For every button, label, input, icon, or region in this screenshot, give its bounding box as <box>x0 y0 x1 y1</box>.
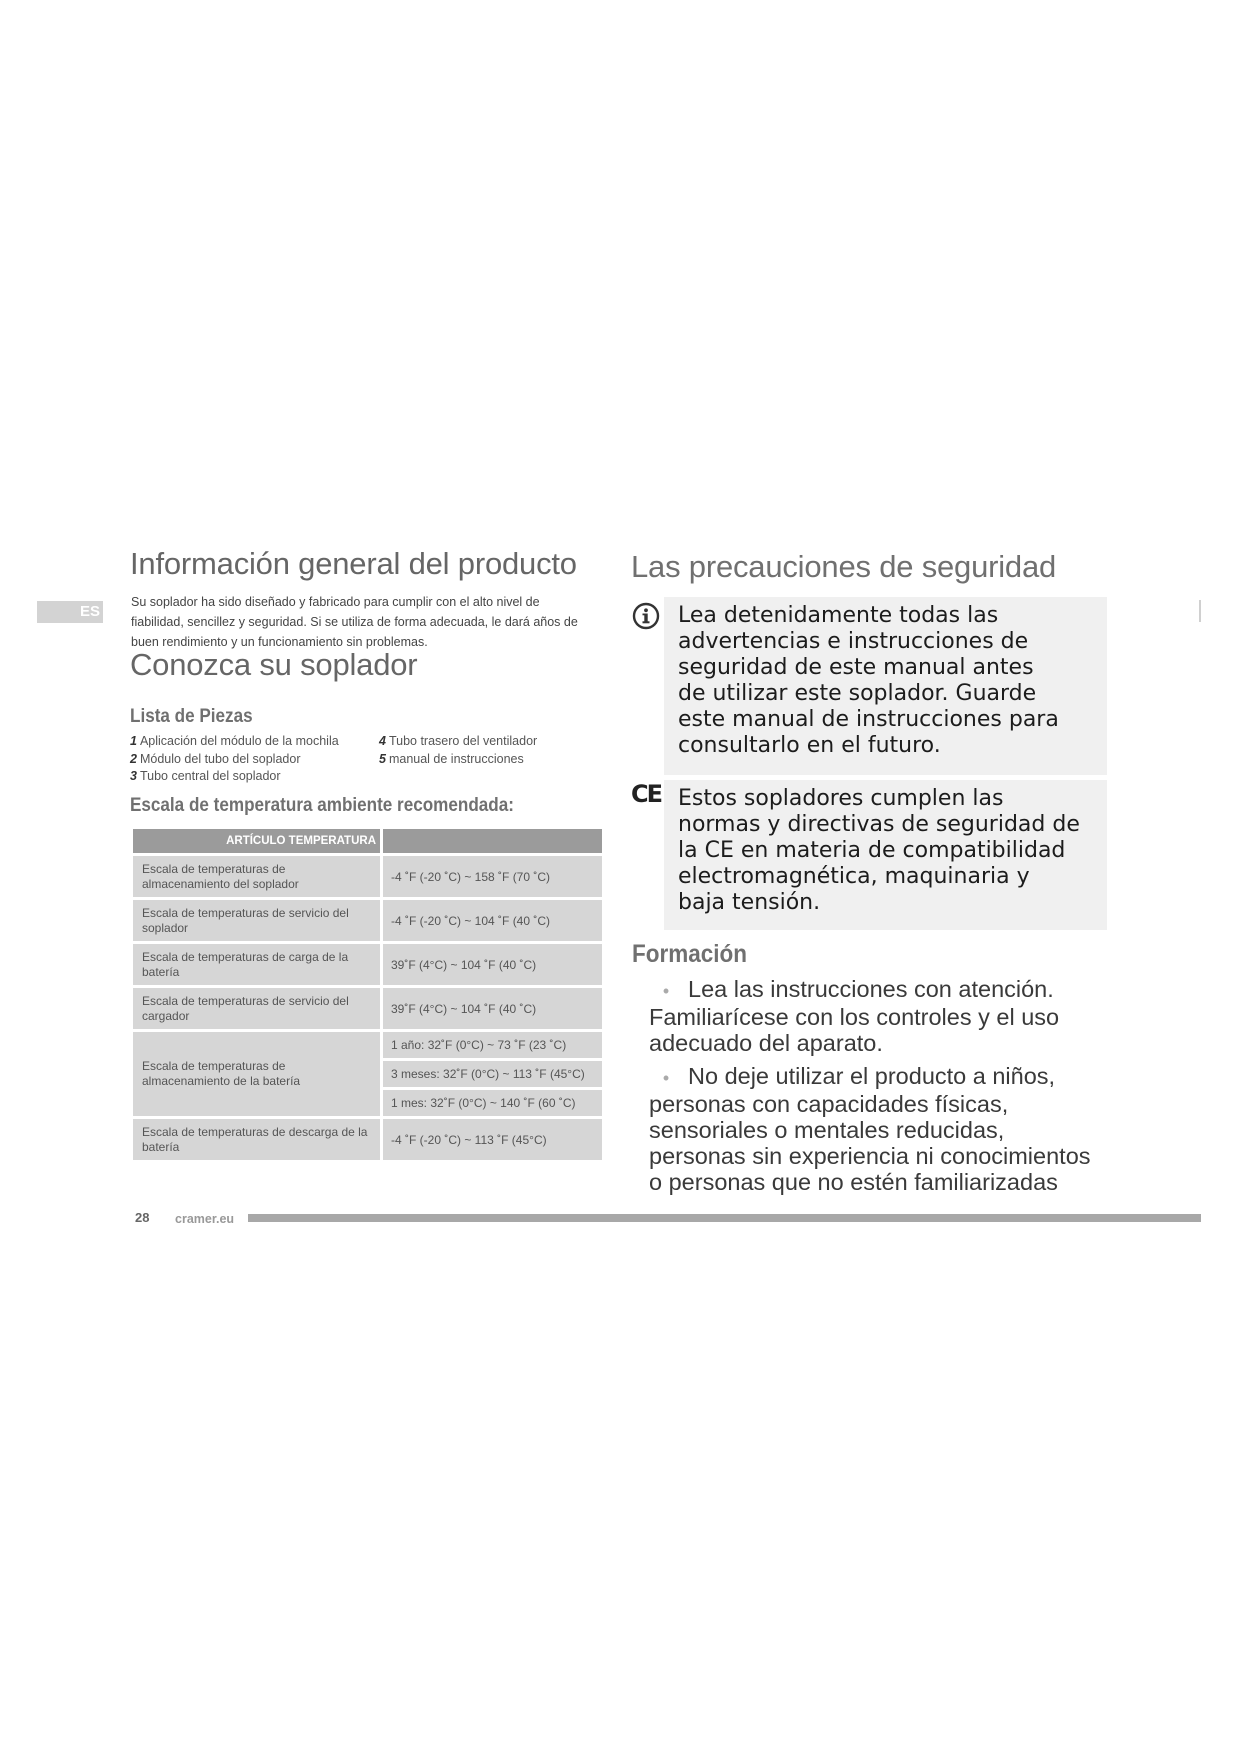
ce-box <box>664 780 1107 930</box>
row-value: 39˚F (4°C) ~ 104 ˚F (40 ˚C) <box>383 988 602 1029</box>
table-row <box>133 1032 602 1058</box>
row-label: Escala de temperaturas de descarga de la batería <box>133 1119 380 1160</box>
intro-line: fiabilidad, sencillez y seguridad. Si se utiliza de forma adecuada, le dará años de <box>131 615 578 629</box>
ce-line: baja tensión. <box>678 890 821 915</box>
list-item: 4 Tubo trasero del ventilador <box>379 734 538 748</box>
info-line: seguridad de este manual antes <box>678 655 1034 680</box>
training-heading: Formación <box>632 940 748 968</box>
bullet-line: • No deje utilizar el producto a niños, <box>649 1063 1119 1091</box>
bullet-icon: • <box>662 981 670 1001</box>
row-value: -4 ˚F (-20 ˚C) ~ 113 ˚F (45°C) <box>383 1119 602 1160</box>
footer-bar <box>248 1214 1201 1222</box>
bullet-line: • Lea las instrucciones con atención. <box>649 976 1119 1004</box>
row-value: 1 mes: 32˚F (0°C) ~ 140 ˚F (60 ˚C) <box>383 1090 602 1116</box>
info-line: de utilizar este soplador. Guarde <box>678 681 1037 706</box>
row-label: Escala de temperaturas de almacenamiento del soplador <box>133 856 380 897</box>
temp-heading: Escala de temperatura ambiente recomendada: <box>130 795 514 816</box>
bullet-line: personas sin experiencia ni conocimientos <box>649 1143 1091 1169</box>
table-row <box>133 856 602 897</box>
row-label: Escala de temperaturas de almacenamiento de la batería <box>133 1032 380 1116</box>
page-number: 28 <box>135 1210 150 1225</box>
row-value: 3 meses: 32˚F (0°C) ~ 113 ˚F (45°C) <box>383 1061 602 1087</box>
temperature-table <box>130 826 605 1163</box>
title-safety: Las precauciones de seguridad <box>631 549 1057 584</box>
bullet-line: o personas que no estén familiarizadas <box>649 1169 1058 1195</box>
list-item: 2 Módulo del tubo del soplador <box>130 751 301 766</box>
row-value: -4 ˚F (-20 ˚C) ~ 158 ˚F (70 ˚C) <box>383 856 602 897</box>
list-item: 5 manual de instrucciones <box>379 751 524 766</box>
table-row <box>133 988 602 1029</box>
table-row <box>133 1119 602 1160</box>
parts-heading: Lista de Piezas <box>130 706 253 727</box>
row-value: -4 ˚F (-20 ˚C) ~ 104 ˚F (40 ˚C) <box>383 900 602 941</box>
bullet-line: Familiarícese con los controles y el uso <box>649 1004 1060 1030</box>
ce-line: electromagnética, maquinaria y <box>678 864 1030 889</box>
row-label: Escala de temperaturas de servicio del cargador <box>133 988 380 1029</box>
site-link[interactable]: cramer.eu <box>175 1212 235 1226</box>
list-item: 3 Tubo central del soplador <box>130 769 281 783</box>
bullet-line: personas con capacidades físicas, <box>649 1091 1009 1117</box>
title-general: Información general del producto <box>130 546 577 581</box>
edge-mark <box>1199 600 1201 622</box>
row-label: Escala de temperaturas de carga de la batería <box>133 944 380 985</box>
bullet-item-2 <box>649 1063 1119 1195</box>
title-conozca: Conozca su soplador <box>130 647 418 682</box>
table-header-cell: ARTÍCULO TEMPERATURA <box>133 829 380 853</box>
parts-list-col1 <box>130 733 339 786</box>
intro-text <box>131 592 596 652</box>
info-line: Lea detenidamente todas las <box>678 603 999 628</box>
row-label: Escala de temperaturas de servicio del soplador <box>133 900 380 941</box>
bullet-line: adecuado del aparato. <box>649 1030 883 1056</box>
intro-line: Su soplador ha sido diseñado y fabricado para cumplir con el alto nivel de <box>131 595 540 609</box>
info-line: advertencias e instrucciones de <box>678 629 1029 654</box>
info-line: este manual de instrucciones para <box>678 707 1059 732</box>
list-item: 1 Aplicación del módulo de la mochila <box>130 734 339 748</box>
bullet-line: sensoriales o mentales reducidas, <box>649 1117 1005 1143</box>
info-line: consultarlo en el futuro. <box>678 733 941 758</box>
row-value: 1 año: 32˚F (0°C) ~ 73 ˚F (23 ˚C) <box>383 1032 602 1058</box>
language-tab: ES <box>37 601 103 623</box>
row-value: 39˚F (4°C) ~ 104 ˚F (40 ˚C) <box>383 944 602 985</box>
ce-line: normas y directivas de seguridad de <box>678 812 1080 837</box>
table-row <box>133 944 602 985</box>
bullet-icon: • <box>662 1068 670 1088</box>
intro-line: buen rendimiento y un funcionamiento sin problemas. <box>131 635 428 649</box>
bullet-item-1 <box>649 976 1119 1056</box>
table-header-row <box>133 829 602 853</box>
table-row <box>133 900 602 941</box>
ce-line: Estos sopladores cumplen las <box>678 786 1004 811</box>
ce-mark-icon: CE <box>631 780 662 808</box>
table-header-cell <box>383 829 602 853</box>
ce-line: la CE en materia de compatibilidad <box>678 838 1066 863</box>
info-box <box>664 597 1107 775</box>
parts-list-col2 <box>379 733 537 768</box>
info-circle-icon <box>632 602 660 630</box>
